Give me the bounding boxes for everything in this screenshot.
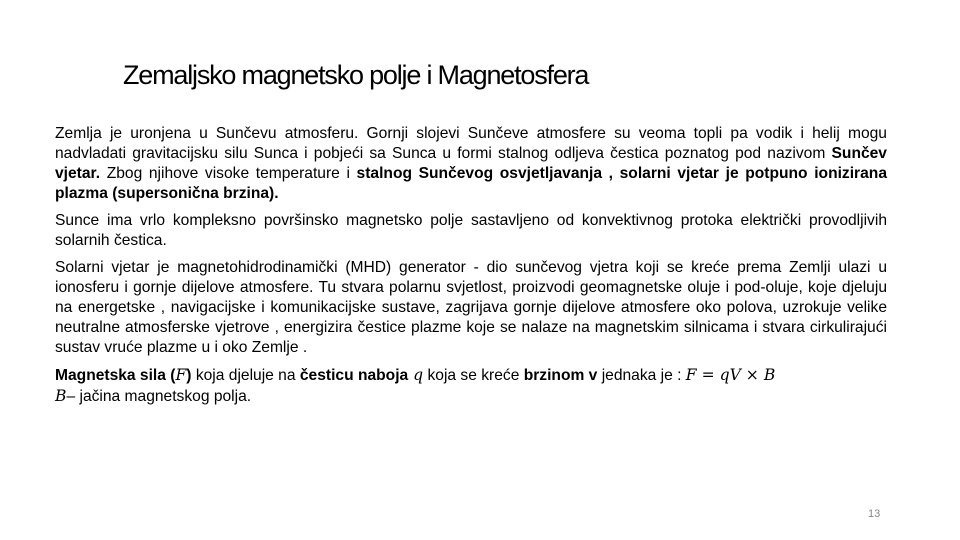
text-run: Zbog njihove visoke temperature i	[100, 165, 357, 182]
bold-term-magnetic-force: Magnetska sila (	[55, 367, 176, 384]
bold-paren: )	[186, 367, 192, 384]
bold-term-solar-wind: Sunčev vjetar.	[55, 145, 887, 182]
page-number: 13	[868, 508, 881, 520]
math-symbol-q: q	[408, 366, 424, 384]
text-run: Zemlja je uronjena u Sunčevu atmosferu. Gornji slojevi Sunčeve atmosfere su veoma topli pa vodik i helij mogu nadvladati gravitacijsku silu Sunca i pobjeći sa Sunca u formi stalnog odljeva čestica poznatog pod nazivom	[55, 125, 887, 162]
lorentz-force-formula: F = qV × B	[685, 366, 776, 384]
text-run: jednaka je :	[597, 367, 686, 384]
bold-phrase-ionized-plasma: stalnog Sunčevog osvjetljavanja , solarni vjetar je potpuno ionizirana plazma (supersonična brzina).	[55, 165, 887, 202]
formula-line	[55, 367, 775, 384]
slide-body	[55, 124, 887, 407]
paragraph-mhd-generator: Solarni vjetar je magnetohidrodinamički (MHD) generator - dio sunčevog vjetra koji se kreće prema Zemlji ulazi u ionosferu i gornje dijelove atmosfere. Tu stvara polarnu svjetlost, proizvodi geomagnetske oluje i pod-oluje, koje djeluju na energetske , navigacijske i komunikacijske sustave, zagrijava gornje dijelove atmosfere oko polova, uzrokuje velike neutralne atmosferske vjetrove , energizira čestice plazme koje se nalaze na magnetskim silnicama i stvara cirkulirajući sustav vruće plazme u i oko Zemlje .	[55, 259, 887, 356]
text-run: koja se kreće	[423, 367, 524, 384]
paragraph-magnetic-force	[55, 365, 887, 407]
paragraph-solar-atmosphere	[55, 124, 887, 204]
slide-title: Zemaljsko magnetsko polje i Magnetosfera	[123, 60, 589, 90]
bold-term-velocity: brzinom v	[523, 367, 598, 384]
text-run: koja djeluje na	[191, 367, 300, 384]
math-symbol-F: F	[175, 366, 187, 384]
text-run: – jačina magnetskog polja.	[66, 388, 252, 405]
math-symbol-B: B	[55, 387, 67, 405]
paragraph-solar-magnetic-field: Sunce ima vrlo kompleksno površinsko magnetsko polje sastavljeno od konvektivnog protoka električki provodljivih solarnih čestica.	[55, 212, 887, 249]
bold-term-particle-charge: česticu naboja	[299, 367, 409, 384]
